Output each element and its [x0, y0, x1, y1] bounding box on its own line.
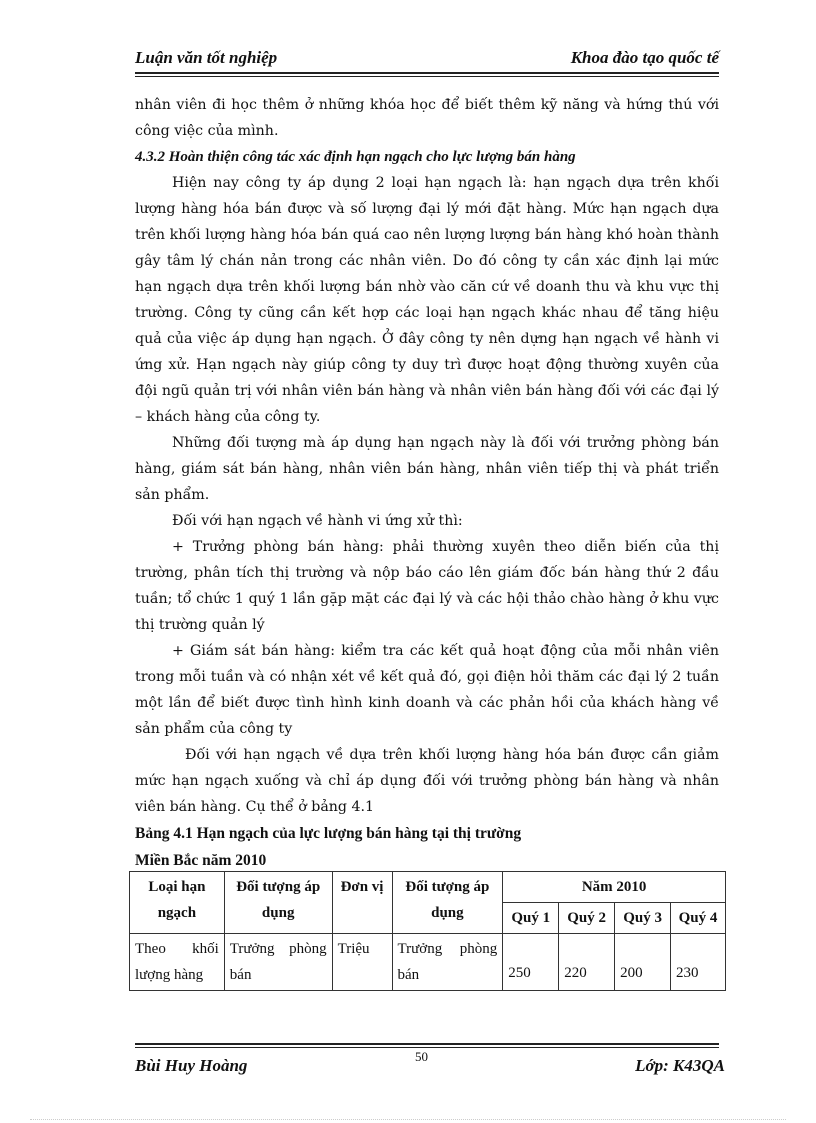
page-number: 50: [415, 1049, 428, 1064]
header-year: Năm 2010: [503, 872, 726, 903]
header-rule: [135, 72, 719, 74]
paragraph: + Giám sát bán hàng: kiểm tra các kết quả hoạt động của mỗi nhân viên trong mỗi tuần và có nhận xét về kết quả đó, gọi điện hỏi thăm các đại lý 2 tuần một lần để biết được tình hình kinh doanh và các phản hồi của khách hàng về sản phẩm của công ty: [135, 643, 719, 737]
cell-unit: Triệu: [332, 934, 392, 991]
paragraph: Đối với hạn ngạch về hành vi ứng xử thì:: [172, 513, 463, 529]
footer-author: Bùi Huy Hoàng: [135, 1056, 248, 1075]
paragraph: Những đối tượng mà áp dụng hạn ngạch này là đối với trưởng phòng bán hàng, giám sát bán hàng, nhân viên bán hàng, nhân viên tiếp thị và phát triển sản phẩm.: [135, 435, 719, 503]
cell-target: Trưởng phòng bán: [224, 934, 332, 991]
paragraph: nhân viên đi học thêm ở những khóa học để biết thêm kỹ năng và hứng thú với công việc của mình.: [135, 97, 719, 139]
header-q1: Quý 1: [503, 903, 559, 934]
table-caption: Bảng 4.1 Hạn ngạch của lực lượng bán hàng tại thị trường: [135, 825, 522, 842]
footer-class: Lớp: K43QA: [635, 1056, 725, 1075]
page-edge-divider: [30, 1119, 786, 1120]
header-target: Đối tượng áp dụng: [224, 872, 332, 934]
header-q2: Quý 2: [559, 903, 615, 934]
header-unit: Đơn vị: [332, 872, 392, 934]
header-quota-type: Loại hạn ngạch: [130, 872, 225, 934]
table-header-row: [130, 872, 726, 903]
cell-target-2: Trưởng phòng bán: [392, 934, 503, 991]
footer-rule: [135, 1043, 719, 1045]
page-header: [135, 44, 719, 72]
quota-table: [129, 871, 726, 991]
header-left: Luận văn tốt nghiệp: [135, 48, 278, 67]
header-q3: Quý 3: [615, 903, 671, 934]
header-target-2: Đối tượng áp dụng: [392, 872, 503, 934]
cell-q2: 220: [559, 934, 615, 991]
page-footer: [135, 1056, 725, 1078]
paragraph: Hiện nay công ty áp dụng 2 loại hạn ngạch là: hạn ngạch dựa trên khối lượng hàng hóa bán được và số lượng đại lý mới đặt hàng. Mức hạn ngạch dựa trên khối lượng hàng hóa bán quá cao nên lượng lượng bán hàng khó hoàn thành gây tâm lý chán nản trong các nhân viên. Do đó công ty cần xác định lại mức hạn ngạch dựa trên khối lượng bán nhờ vào căn cứ về doanh thu và khu vực thị trường. Công ty cũng cần kết hợp các loại hạn ngạch khác nhau để tăng hiệu quả của việc áp dụng hạn ngạch. Ở đây công ty nên dựng hạn ngạch về hành vi ứng xử. Hạn ngạch này giúp công ty duy trì được hoạt động thường xuyên của đội ngũ quản trị với nhân viên bán hàng và nhân viên bán hàng đối với các đại lý – khách hàng của công ty.: [135, 175, 719, 425]
header-rule-thin: [135, 76, 719, 77]
cell-q3: 200: [615, 934, 671, 991]
paragraph: Đối với hạn ngạch về dựa trên khối lượng hàng hóa bán được cần giảm mức hạn ngạch xuống và chỉ áp dụng đối với trưởng phòng bán hàng và nhân viên bán hàng. Cụ thể ở bảng 4.1: [135, 747, 719, 815]
cell-quota-type: Theo khối lượng hàng: [130, 934, 225, 991]
document-body: [135, 92, 719, 874]
table-row: [130, 934, 726, 991]
paragraph: + Trưởng phòng bán hàng: phải thường xuyên theo diễn biến của thị trường, phân tích thị trường và nộp báo cáo lên giám đốc bán hàng thứ 2 đầu tuần; tổ chức 1 quý 1 lần gặp mặt các đại lý và các hội thảo chào hàng ở khu vực thị trường quản lý: [135, 539, 719, 633]
footer-rule-thin: [135, 1047, 719, 1048]
cell-q4: 230: [671, 934, 726, 991]
header-right: Khoa đào tạo quốc tế: [570, 48, 719, 67]
section-heading: 4.3.2 Hoàn thiện công tác xác định hạn ngạch cho lực lượng bán hàng: [135, 149, 576, 165]
cell-q1: 250: [503, 934, 559, 991]
header-q4: Quý 4: [671, 903, 726, 934]
table-caption-line2: Miền Bắc năm 2010: [135, 852, 267, 869]
